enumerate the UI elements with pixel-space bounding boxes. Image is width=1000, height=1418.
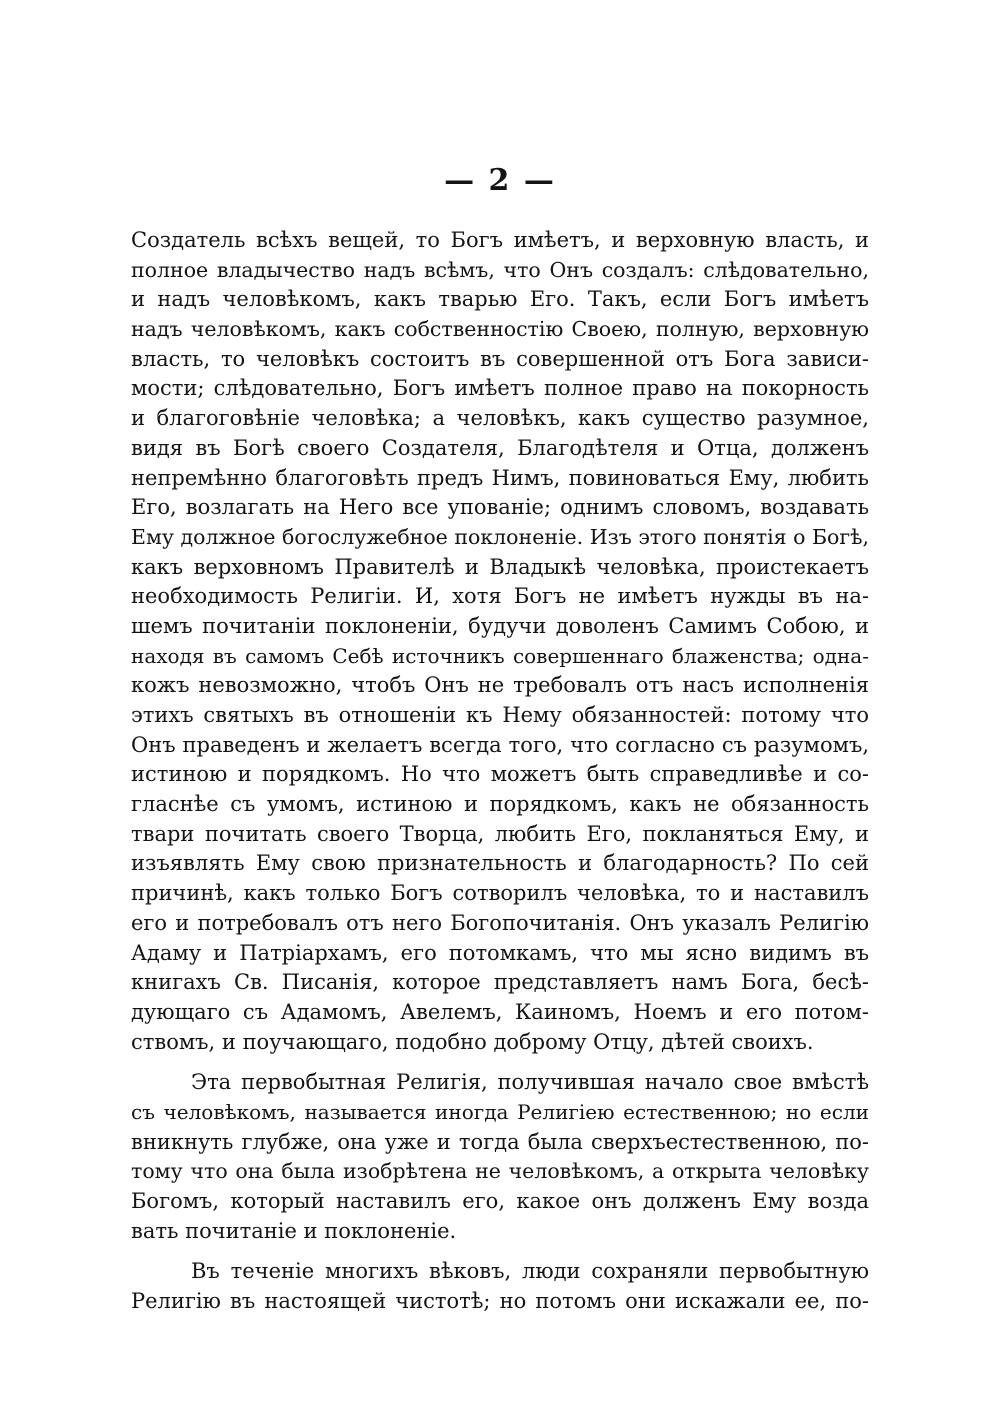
text-line: Адаму и Патріархамъ, его потомкамъ, что мы ясно видимъ въ: [131, 940, 869, 965]
text-line: Богомъ, который наставилъ его, какое онъ долженъ Ему возда: [131, 1189, 869, 1213]
text-line: надъ человѣкомъ, какъ собственностію Своею, полную, верховную: [131, 317, 869, 342]
text-line: власть, то человѣкъ состоитъ въ совершенной отъ Бога зависи-: [131, 346, 869, 371]
text-line: гласнѣе съ умомъ, истиною и порядкомъ, какъ не обязанность: [131, 792, 869, 817]
text-line: тому что она была изобрѣтена не человѣкомъ, а открыта человѣку: [131, 1159, 869, 1184]
text-line: дующаго съ Адамомъ, Авелемъ, Каиномъ, Ноемъ и его потом-: [131, 999, 869, 1024]
text-line: Онъ праведенъ и желаетъ всегда того, что согласно съ разумомъ,: [131, 732, 869, 757]
text-line: его и потребовалъ отъ него Богопочитанія. Онъ указалъ Религію: [131, 910, 869, 935]
text-line: ствомъ, и поучающаго, подобно доброму Отцу, дѣтей своихъ.: [131, 1029, 814, 1054]
text-line: книгахъ Св. Писанія, которое представляетъ намъ Бога, бесѣ-: [131, 970, 869, 995]
text-line: съ человѣкомъ, называется иногда Религіею естественною; но если: [131, 1099, 869, 1124]
text-line: и надъ человѣкомъ, какъ тварью Его. Такъ, если Богъ имѣетъ: [131, 287, 869, 312]
text-line: кожъ невозможно, чтобъ Онъ не требовалъ отъ насъ исполненія: [131, 673, 869, 698]
text-line: этихъ святыхъ въ отношеніи къ Нему обязанностей: потому что: [131, 703, 869, 727]
text-line: видя въ Богѣ своего Создателя, Благодѣтеля и Отца, долженъ: [131, 435, 869, 460]
page-number: — 2 —: [444, 163, 556, 198]
text-line: какъ верховномъ Правителѣ и Владыкѣ человѣка, проистекаетъ: [131, 554, 869, 579]
text-line: Въ теченіе многихъ вѣковъ, люди сохраняли первобытную: [191, 1259, 869, 1284]
text-line: причинѣ, какъ только Богъ сотворилъ человѣка, то и наставилъ: [131, 881, 869, 906]
text-line: Ему должное богослужебное поклоненіе. Изъ этого понятія о Богѣ,: [131, 524, 869, 549]
text-line: твари почитать своего Творца, любить Его, покланяться Ему, и: [131, 821, 869, 846]
text-line: мости; слѣдовательно, Богъ имѣетъ полное право на покорность: [131, 376, 869, 401]
text-line: вать почитаніе и поклоненіе.: [131, 1218, 457, 1243]
text-line: Эта первобытная Религія, получившая начало свое вмѣстѣ: [191, 1070, 869, 1095]
paragraph: [131, 1068, 869, 1246]
body-text: [131, 226, 869, 1317]
text-line: изъявлять Ему свою признательность и благодарность? По сей: [131, 851, 869, 876]
text-line: Его, возлагать на Него все упованіе; однимъ словомъ, воздавать: [131, 495, 869, 520]
text-line: истиною и порядкомъ. Но что можетъ быть справедливѣе и со-: [131, 762, 869, 787]
text-line: Религію въ настоящей чистотѣ; но потомъ они искажали ее, по-: [131, 1289, 869, 1314]
text-line: шемъ почитаніи поклоненіи, будучи доволенъ Самимъ Собою, и: [131, 613, 869, 638]
text-line: и благоговѣніе человѣка; а человѣкъ, какъ существо разумное,: [131, 406, 869, 431]
paragraph: [131, 1257, 869, 1316]
text-line: находя въ самомъ Себѣ источникъ совершеннаго блаженства; одна-: [131, 643, 869, 668]
paragraph: [131, 226, 869, 1057]
text-line: необходимость Религіи. И, хотя Богъ не имѣетъ нужды въ на-: [131, 584, 869, 609]
text-line: Создатель всѣхъ вещей, то Богъ имѣетъ, и верховную власть, и: [131, 228, 869, 252]
text-line: непремѣнно благоговѣть предъ Нимъ, повиноваться Ему, любить: [131, 465, 869, 490]
text-line: вникнуть глубже, она уже и тогда была сверхъестественною, по-: [131, 1129, 869, 1154]
text-line: полное владычество надъ всѣмъ, что Онъ создалъ: слѣдовательно,: [131, 257, 869, 282]
